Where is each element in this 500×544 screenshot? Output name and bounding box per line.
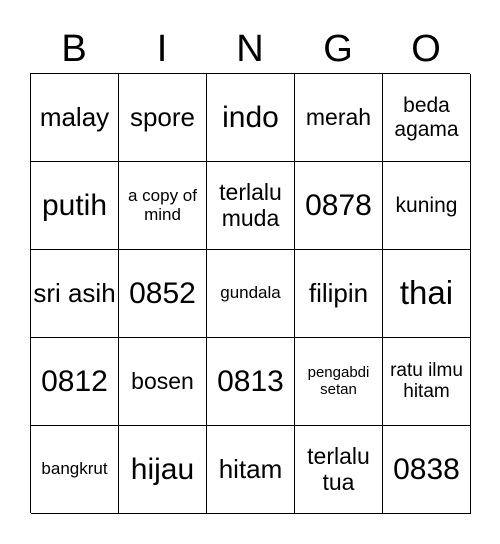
bingo-cell[interactable] [295,74,383,162]
cell-label: 0838 [393,453,460,486]
cell-label: a copy of mind [128,185,197,224]
bingo-header [30,26,470,72]
cell-label: malay [39,102,110,133]
bingo-cell[interactable] [207,426,295,514]
cell-label: 0878 [305,189,372,222]
bingo-cell[interactable] [383,74,471,162]
bingo-cell[interactable] [119,162,207,250]
cell-label: terlalu tua [307,443,370,495]
cell-label: 0813 [217,365,284,398]
bingo-cell[interactable] [31,162,119,250]
bingo-cell[interactable] [383,426,471,514]
cell-label: bangkrut [41,459,108,479]
cell-label: gundala [220,283,281,303]
bingo-cell[interactable] [119,338,207,426]
cell-label: hitam [218,454,283,485]
bingo-cell[interactable] [295,162,383,250]
header-letter-b: B [61,28,87,70]
bingo-cell[interactable] [383,250,471,338]
cell-label: putih [41,189,108,222]
bingo-cell[interactable] [207,74,295,162]
bingo-cell[interactable] [31,250,119,338]
header-letter-n: N [236,28,264,70]
bingo-cell[interactable] [295,338,383,426]
bingo-cell[interactable] [119,250,207,338]
bingo-cell[interactable] [31,426,119,514]
header-letter-o: O [411,28,441,70]
cell-label: pengabdi setan [307,364,370,398]
bingo-cell[interactable] [207,250,295,338]
bingo-cell[interactable] [295,426,383,514]
header-letter-i: I [156,28,168,70]
header-letter-g: G [323,28,353,70]
bingo-cell[interactable] [207,162,295,250]
cell-label: terlalu muda [219,179,282,231]
bingo-cell[interactable] [383,338,471,426]
bingo-cell[interactable] [383,162,471,250]
bingo-cell[interactable] [119,74,207,162]
bingo-cell[interactable] [207,338,295,426]
bingo-cell[interactable] [31,74,119,162]
cell-label: 0852 [129,277,196,310]
bingo-cell[interactable] [295,250,383,338]
cell-label: hijau [130,453,195,486]
cell-label: ratu ilmu hitam [390,359,463,402]
cell-label: thai [399,274,454,312]
bingo-board [30,73,470,513]
cell-label: indo [222,101,279,134]
cell-label: 0812 [41,365,108,398]
bingo-cell[interactable] [119,426,207,514]
cell-label: bosen [131,367,194,394]
cell-label: kuning [395,193,458,217]
cell-label: filipin [308,278,369,309]
cell-label: spore [129,102,196,133]
cell-label: sri asih [33,278,116,309]
bingo-cell[interactable] [31,338,119,426]
cell-label: beda agama [394,94,459,141]
cell-label: merah [305,103,372,130]
